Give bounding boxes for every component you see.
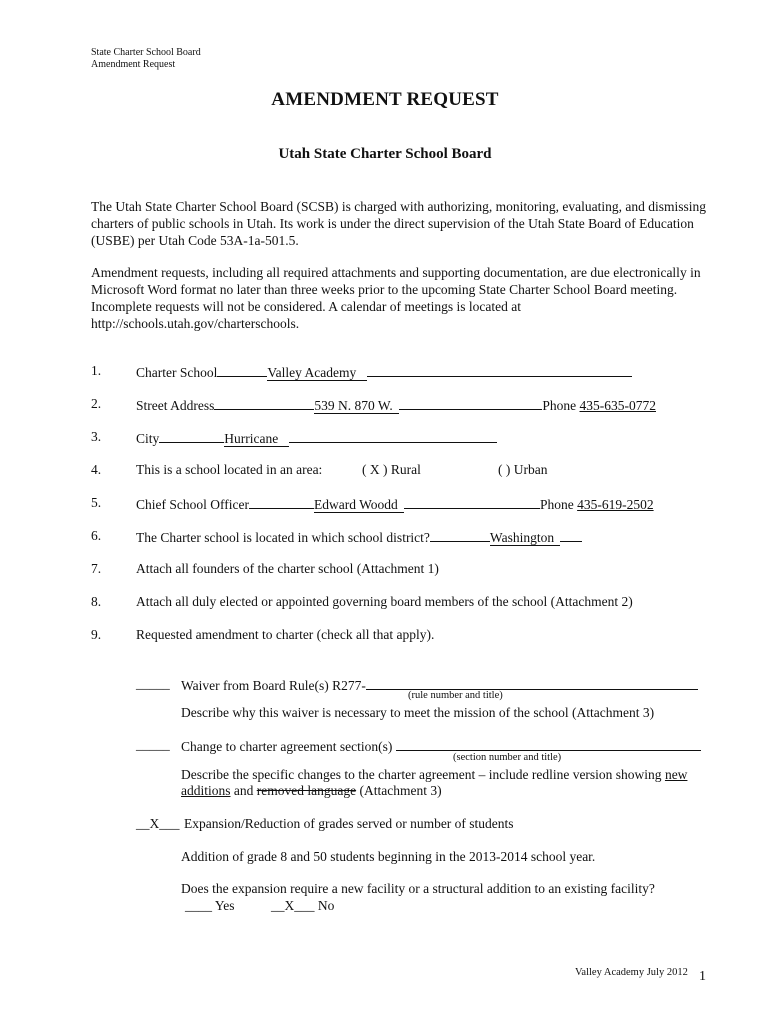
item-7-number: 7. — [91, 561, 102, 576]
waiver-label: Waiver from Board Rule(s) R277- — [181, 678, 366, 693]
item-2-street-address — [136, 396, 656, 414]
item-4-area-label: This is a school located in an area: — [136, 462, 323, 477]
change-checkbox[interactable]: _____ — [136, 737, 170, 752]
item-8-number: 8. — [91, 594, 102, 609]
urban-option[interactable]: ( ) Urban — [498, 462, 548, 477]
running-header-line2: Amendment Request — [91, 59, 176, 70]
expansion-checkbox[interactable]: __X___ — [136, 816, 180, 831]
document-title: AMENDMENT REQUEST — [271, 89, 499, 110]
item-3-number: 3. — [91, 429, 102, 444]
expansion-question: Does the expansion require a new facility or a structural addition to an existing facility? — [181, 881, 655, 896]
change-describe-line1 — [181, 767, 687, 783]
change-row — [181, 737, 701, 755]
expansion-label: Expansion/Reduction of grades served or number of students — [184, 816, 514, 831]
street-address-value[interactable]: 539 N. 870 W. — [314, 398, 399, 414]
page-number: 1 — [699, 969, 706, 984]
waiver-describe: Describe why this waiver is necessary to meet the mission of the school (Attachment 3) — [181, 705, 655, 720]
item-6-label: The Charter school is located in which school district? — [136, 530, 430, 545]
change-label: Change to charter agreement section(s) — [181, 739, 393, 754]
rural-option[interactable]: ( X ) Rural — [362, 462, 421, 477]
item-6-number: 6. — [91, 528, 102, 543]
intro-paragraph-1: The Utah State Charter School Board (SCSB) is charged with authorizing, monitoring, evaluating, and dismissing charters of public schools in Utah. Its work is under the direct supervision of the Utah State Board of Education (USBE) per Utah Code 53A-1a-501.5. — [91, 199, 707, 248]
change-describe-text: Describe the specific changes to the charter agreement – include redline version showing — [181, 767, 665, 782]
change-removed-language: removed language — [256, 783, 357, 798]
item-1-label: Charter School — [136, 365, 218, 380]
footer-text: Valley Academy July 2012 — [575, 967, 688, 978]
item-4-number: 4. — [91, 462, 102, 477]
charter-school-value[interactable]: Valley Academy — [267, 365, 367, 381]
item-3-city — [136, 429, 497, 447]
item-2-label: Street Address — [136, 398, 215, 413]
expansion-yes-option[interactable]: ____ Yes — [185, 898, 235, 913]
change-additions-word: additions — [181, 783, 231, 798]
change-attachment: (Attachment 3) — [356, 783, 442, 798]
item-6-district — [136, 528, 582, 546]
item-9-number: 9. — [91, 627, 102, 642]
item-8-board-members: Attach all duly elected or appointed governing board members of the school (Attachment 2) — [136, 594, 633, 609]
item-7-founders: Attach all founders of the charter school (Attachment 1) — [136, 561, 439, 576]
street-phone-value[interactable]: 435-635-0772 — [579, 398, 656, 413]
item-3-label: City — [136, 431, 160, 446]
item-5-phone-label: Phone — [539, 497, 578, 512]
document-subtitle: Utah State Charter School Board — [278, 146, 492, 162]
officer-phone-value[interactable]: 435-619-2502 — [577, 497, 654, 512]
city-value[interactable]: Hurricane — [224, 431, 289, 447]
change-section-field[interactable] — [396, 737, 701, 751]
district-value[interactable]: Washington — [490, 530, 560, 546]
running-header-line1: State Charter School Board — [91, 47, 201, 58]
expansion-no-option[interactable]: __X___ No — [271, 898, 335, 913]
change-and-word: and — [230, 783, 257, 798]
expansion-detail: Addition of grade 8 and 50 students beginning in the 2013-2014 school year. — [181, 849, 596, 864]
change-new-word: new — [664, 767, 688, 782]
item-5-chief-officer — [136, 495, 654, 513]
waiver-hint: (rule number and title) — [408, 690, 503, 701]
item-5-label: Chief School Officer — [136, 497, 249, 512]
intro-paragraph-2: Amendment requests, including all required attachments and supporting documentation, are due electronically in Microsoft Word format no later than three weeks prior to the upcoming State Charter School Board meeting. Incomplete requests will not be considered. A calendar of meetings is located at http://schools.utah.gov/charterschools. — [91, 265, 701, 331]
item-2-number: 2. — [91, 396, 102, 411]
waiver-rule-field[interactable] — [366, 676, 698, 690]
change-describe-line2 — [181, 783, 442, 799]
item-1-charter-school — [136, 363, 632, 381]
item-9-requested-amendment: Requested amendment to charter (check all that apply). — [136, 627, 435, 642]
item-1-number: 1. — [91, 363, 102, 378]
item-2-phone-label: Phone — [542, 398, 580, 413]
waiver-checkbox[interactable]: _____ — [136, 676, 170, 691]
item-5-number: 5. — [91, 495, 102, 510]
chief-officer-value[interactable]: Edward Woodd — [314, 497, 404, 513]
change-hint: (section number and title) — [453, 752, 562, 763]
